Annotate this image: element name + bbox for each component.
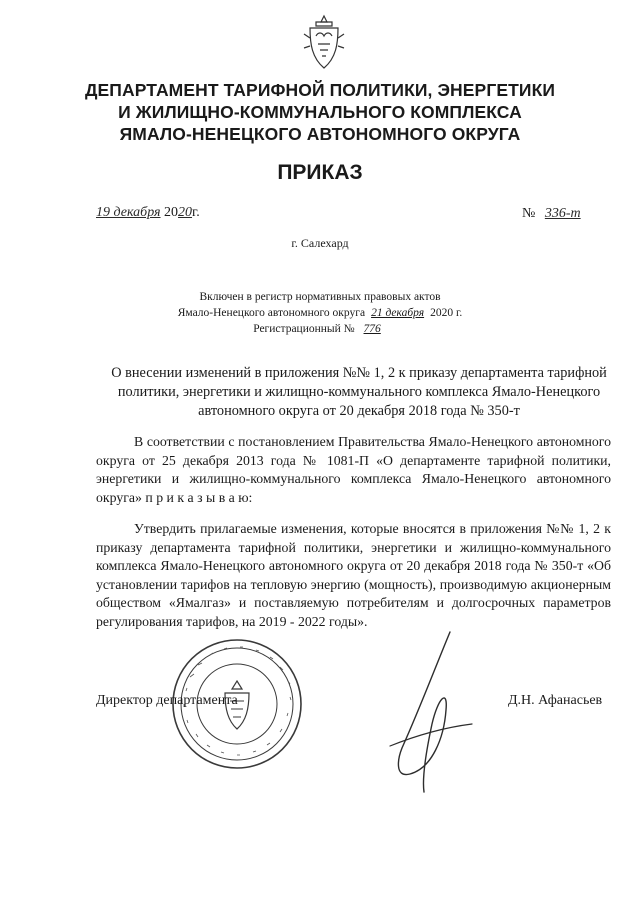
preamble-text: В соответствии с постановлением Правительства Ямало-Ненецкого автономного округа от 25 декабря 2013 года № 1081-П «О департаменте тарифной политики, энергетики и жилищно-коммунального комплекса Ямало-Ненецкого автономного округа» bbox=[96, 434, 611, 505]
order-body-paragraph: Утвердить прилагаемые изменения, которые вносятся в приложения №№ 1, 2 к приказу департамента тарифной политики, энергетики и жилищно-коммунального комплекса Ямало-Ненецкого автономного округа от 20 декабря 2018 года № 350-т «Об установлении тарифов на тепловую энергию (мощность), производимую акционерным обществом «Ямалгаз» и поставляемую потребителям и долгосрочных параметров регулирования тарифов, на 2019 - 2022 годы». bbox=[96, 521, 611, 629]
heading-line-1: ДЕПАРТАМЕНТ ТАРИФНОЙ ПОЛИТИКИ, ЭНЕРГЕТИКИ bbox=[84, 80, 556, 100]
city: г. Салехард bbox=[291, 236, 349, 250]
order-date-day-month: 19 декабря bbox=[96, 205, 161, 220]
registration-line-2-suffix: 2020 г. bbox=[430, 307, 463, 319]
heading-line-2: И ЖИЛИЩНО-КОММУНАЛЬНОГО КОМПЛЕКСА bbox=[118, 102, 522, 122]
registration-note bbox=[0, 289, 640, 337]
heading-line-3: ЯМАЛО-НЕНЕЦКОГО АВТОНОМНОГО ОКРУГА bbox=[119, 124, 521, 144]
order-number bbox=[522, 206, 587, 222]
order-subject: О внесении изменений в приложения №№ 1, 2 к приказу департамента тарифной политики, энергетики и жилищно-коммунального комплекса Ямало-Ненецкого автономного округа от 20 декабря 2018 года № 350-т bbox=[111, 365, 607, 419]
preamble-command: п р и к а з ы в а ю: bbox=[145, 489, 253, 505]
registration-line-2-prefix: Ямало-Ненецкого автономного округа bbox=[177, 307, 366, 319]
registration-date: 21 декабря bbox=[371, 307, 425, 319]
order-date-year-suffix: 20 bbox=[178, 205, 193, 220]
order-number-value: 336-т bbox=[544, 206, 581, 221]
order-title: ПРИКАЗ bbox=[277, 161, 363, 184]
department-heading bbox=[0, 79, 640, 145]
signer-position: Директор департамента bbox=[96, 693, 238, 708]
preamble-paragraph bbox=[96, 433, 611, 507]
order-number-label: № bbox=[522, 206, 536, 221]
registration-number-value: 776 bbox=[363, 323, 381, 335]
order-date bbox=[96, 205, 200, 221]
registration-line-1: Включен в регистр нормативных правовых актов bbox=[199, 291, 441, 303]
signer-name: Д.Н. Афанасьев bbox=[508, 693, 603, 708]
registration-line-2 bbox=[0, 305, 640, 321]
order-date-year-g: г. bbox=[192, 205, 200, 220]
registration-number-label: Регистрационный № bbox=[253, 323, 355, 335]
registration-line-3 bbox=[0, 321, 640, 337]
handwritten-signature-icon bbox=[380, 628, 480, 798]
coat-of-arms-icon bbox=[302, 14, 346, 72]
order-date-year-prefix: 20 bbox=[164, 205, 179, 220]
